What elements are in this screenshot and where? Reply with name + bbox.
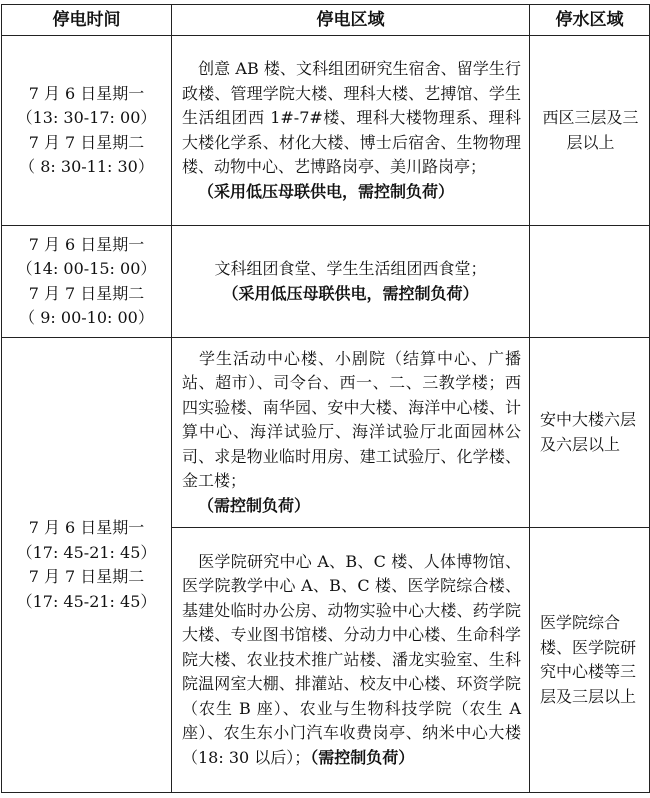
- table-row: [2, 36, 650, 226]
- time-line: 7 月 6 日星期一: [28, 234, 145, 254]
- outage-schedule-table: [1, 4, 650, 793]
- time-line: （ 9: 00-10: 00）: [19, 308, 154, 327]
- time-line: （14: 00-15: 00）: [16, 259, 157, 278]
- outage-time-cell: [2, 36, 172, 226]
- outage-time-cell: [2, 226, 172, 338]
- outage-time-cell: [2, 338, 172, 793]
- time-line: 7 月 6 日星期一: [28, 83, 145, 103]
- load-control-note: （采用低压母联供电，需控制负荷）: [222, 283, 479, 303]
- power-area-text: 学生活动中心楼、小剧院（结算中心、广播站、超市）、司令台、西一、二、三教学楼；西四实验楼、南华园、安中大楼、海洋中心楼、计算中心、海洋试验厅、海洋试验厅北面园林公司、求是物业临时用房、建工试验厅、化学楼、金工楼；: [182, 348, 521, 491]
- power-area-text: 医学院研究中心 A、B、C 楼、人体博物馆、医学院教学中心 A、B、C 楼、医学院综合楼、基建处临时办公房、动物实验中心大楼、药学院大楼、专业图书馆楼、分动力中心楼、生命科学院大楼、农业技术推广站楼、潘龙实验室、生科院温网室大棚、排灌站、校友中心楼、环资学院（农生 B 座）、农业与生物科技学院（农生 A 座）、农生东小门汽车收费岗亭、纳米中心大楼（18: 30 以后）；: [182, 551, 521, 767]
- water-area-cell: 安中大楼六层及六层以上: [530, 338, 650, 528]
- table-row: [2, 338, 650, 528]
- header-time: 停电时间: [2, 5, 172, 36]
- time-line: （17: 45-21: 45）: [16, 591, 157, 611]
- power-area-cell: [172, 36, 530, 226]
- load-control-note: （需控制负荷）: [310, 747, 415, 767]
- header-power-area: 停电区域: [172, 5, 530, 36]
- water-area-cell: [530, 226, 650, 338]
- power-area-cell: [172, 338, 530, 528]
- header-row: [2, 5, 650, 36]
- time-line: 7 月 6 日星期一: [28, 518, 145, 537]
- power-area-cell: [172, 528, 530, 793]
- power-area-text: 创意 AB 楼、文科组团研究生宿舍、留学生行政楼、管理学院大楼、理科大楼、艺搏馆、学生生活组团西 1#-7#楼、理科大楼物理系、理科大楼化学系、材化大楼、博士后宿舍、生物物理楼、动物中心、艺博路岗亭、美川路岗亭；: [182, 59, 521, 176]
- load-control-note: （采用低压母联供电，需控制负荷）: [198, 181, 455, 201]
- time-line: （17: 45-21: 45）: [16, 542, 157, 562]
- time-line: （13: 30-17: 00）: [16, 108, 157, 127]
- time-line: 7 月 7 日星期二: [28, 132, 145, 152]
- time-line: 7 月 7 日星期二: [28, 283, 145, 303]
- water-area-cell: 医学院综合楼、医学院研究中心楼等三层及三层以上: [530, 528, 650, 793]
- power-area-text: 文科组团食堂、学生生活组团西食堂；: [214, 259, 487, 278]
- table-row: [2, 226, 650, 338]
- power-area-cell: [172, 226, 530, 338]
- time-line: 7 月 7 日星期二: [28, 567, 145, 586]
- header-water-area: 停水区域: [530, 5, 650, 36]
- water-area-cell: 西区三层及三层以上: [530, 36, 650, 226]
- time-line: （ 8: 30-11: 30）: [19, 157, 154, 176]
- load-control-note: （需控制负荷）: [198, 495, 311, 515]
